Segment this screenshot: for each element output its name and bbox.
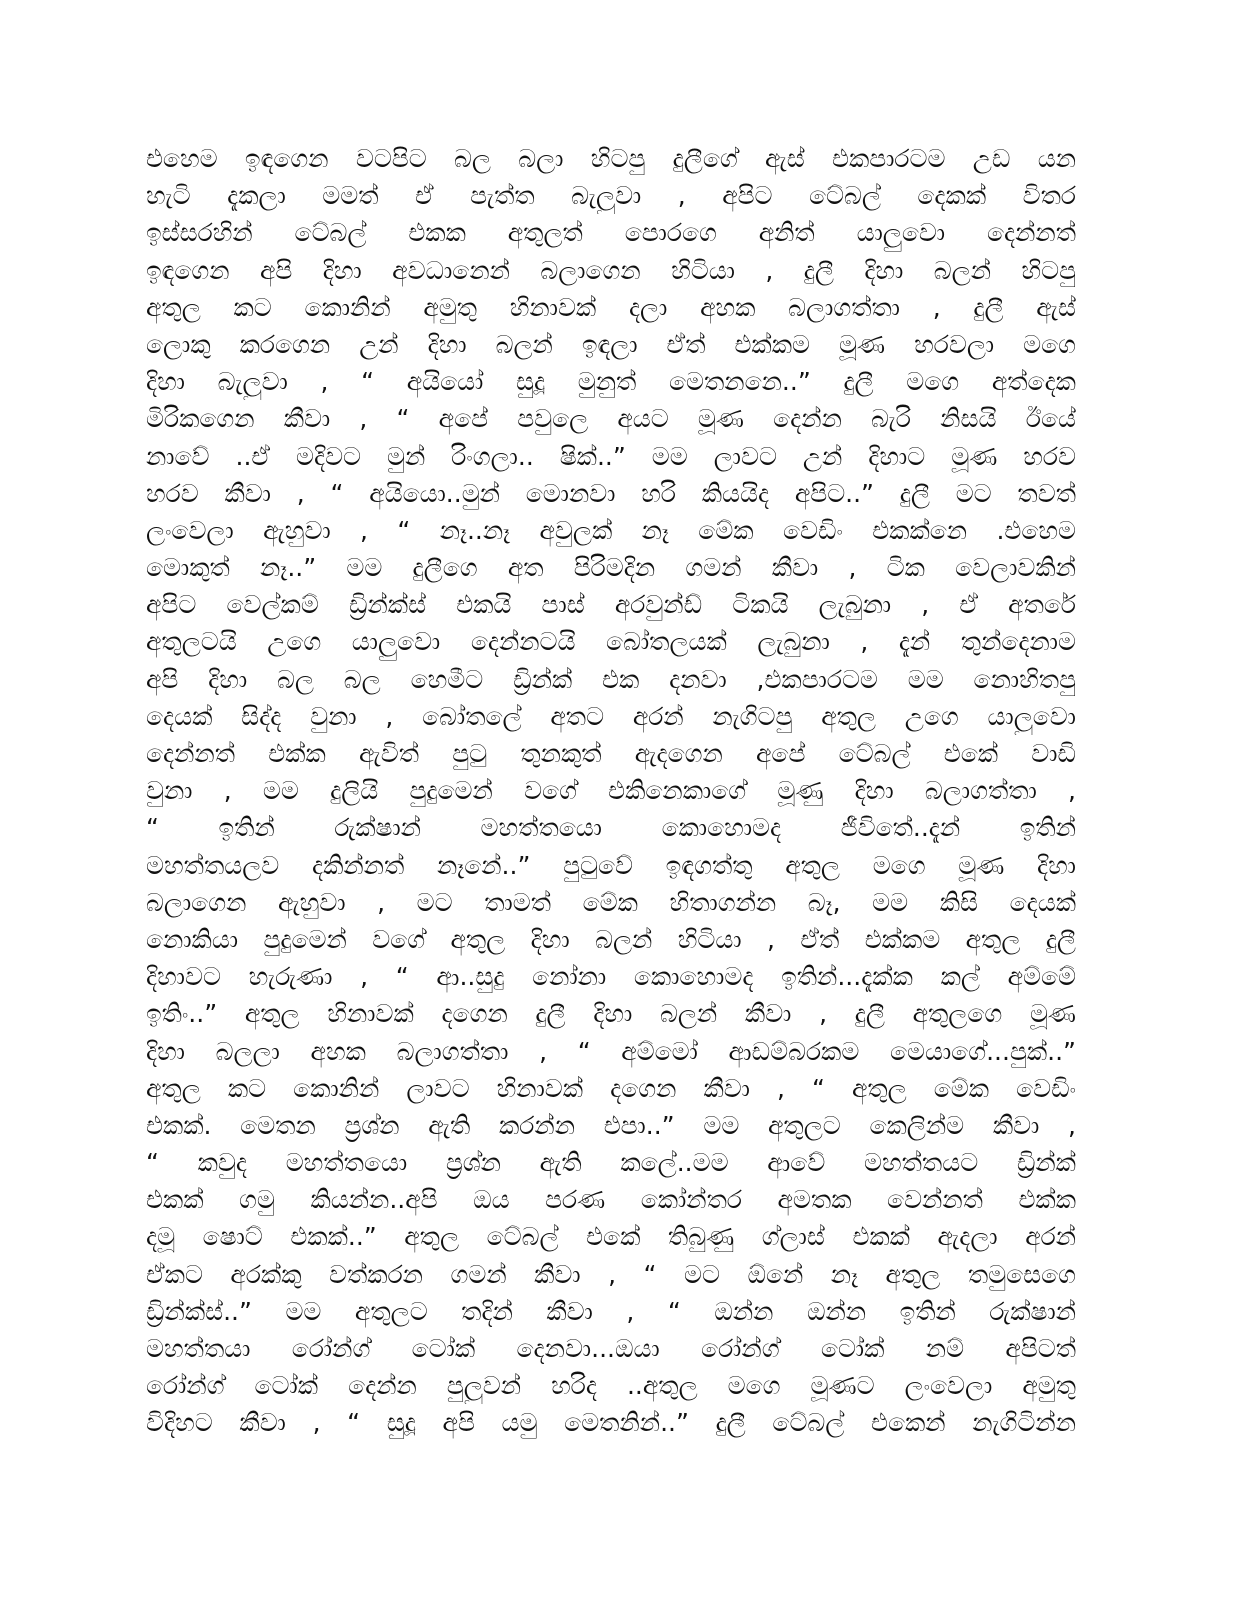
text-line: රෝන්ග් ටෝක් දෙන්න පුලුවන් හරිද ..අතුල මගෙ මූණට ලංවෙලා අමුතු	[146, 1371, 1076, 1401]
text-line: අතුල කට කොනින් ලාවට හිනාවක් දගෙන කීවා , “ අතුල මේක වෙඩිං	[146, 1073, 1076, 1103]
text-line: ඉතිං..” අතුල හිනාවක් දගෙන දුලී දිහා බලන් කීවා , දුලී අතුලගෙ මූණ	[146, 999, 1076, 1029]
text-line: දමූ ෂොට් එකක්..” අතුල ටේබල් එකේ තිබුණු ග්ලාස් එකක් ඇදලා අරන්	[146, 1222, 1076, 1252]
text-line: විදිහට කීවා , “ සුදූ අපි යමු මෙතනින්..” දුලී ටේබල් එකෙන් නැගිටින්න	[146, 1408, 1076, 1438]
text-line: මහත්තයලව දකින්නත් නෑනේ..” පුටුවේ ඉඳගත්තු අතුල මගෙ මූණ දිහා	[146, 850, 1076, 880]
text-line: එකක් ගමු කියන්න..අපි ඔය පරණ කෝන්තර අමතක වෙන්නත් එක්ක	[146, 1185, 1076, 1215]
text-line: ලංවෙලා ඇහුවා , “ නෑ..නෑ අවුලක් නෑ මේක වෙඩිං එකක්නෙ .එහෙම	[146, 515, 1076, 545]
text-line: නාවේ ..ඒ මදිවට මුන් රිංගලා.. ෂික්..” මම ලාවට උන් දිහාට මූණ හරව	[146, 441, 1076, 471]
text-line: දෙන්නත් එක්ක ඇවිත් පුටු තුනකුත් ඇදගෙන අපේ ටේබල් එකේ වාඩි	[146, 739, 1076, 768]
text-line: හැටි දැකලා මමත් ඒ පැත්ත බැලුවා , අපිට ටේබල් දෙකක් විතර	[146, 181, 1076, 211]
text-line: මිරිකගෙන කීවා , “ අපේ පවුලෙ අයට මූණ දෙන්න බැරි නිසයි ඊයේ	[146, 404, 1076, 434]
text-line: නොකියා පුදුමෙන් වගේ අතුල දිහා බලන් හිටියා , ඒත් එක්කම අතුල දුලී	[146, 924, 1076, 954]
text-line: “ කවුද මහත්තයො ප්‍රශ්න ඇති කලේ..මම ආවේ මහත්තයට ඩ්‍රින්ක්	[146, 1148, 1076, 1178]
text-line: ඉඳගෙන අපි දිහා අවධානෙන් බලාගෙන හිටියා , දුලී දිහා බලන් හිටපු	[146, 255, 1076, 285]
text-line: ඒකට අරක්කු වත්කරන ගමන් කීවා , “ මට ඕනේ නෑ අතුල තමුසෙගෙ	[146, 1259, 1076, 1289]
text-line: දෙයක් සිද්ද වුනා , බෝතලේ අතට අරන් නැගිටපු අතුල උගෙ යාලුවො	[146, 701, 1076, 731]
text-line: දිහා බැලුවා , “ අයියෝ සුදූ මුනුත් මෙතනනෙ..” දුලී මගෙ අත්දෙක	[146, 367, 1076, 397]
text-line: ලොකු කරගෙන උන් දිහා බලන් ඉඳලා ඒත් එක්කම මූණ හරවලා මගෙ	[146, 329, 1076, 359]
text-line: ඉස්සරහින් ටේබල් එකක අතුලත් පොරගෙ අනිත් යාලුවො දෙන්නත්	[146, 218, 1076, 248]
text-line: හරව කීවා , “ අයියො..මුන් මොනවා හරි කියයිද අපිට..” දුලී මට තවත්	[146, 478, 1076, 508]
text-line: අතුලටයි උගෙ යාලුවො දෙන්නටයි බෝතලයක් ලැබුනා , දැන් තුන්දෙනාම	[146, 627, 1076, 657]
text-line: අතුල කට කොනින් අමුතු හිනාවක් දලා අහක බලාගත්තා , දුලී ඇස්	[146, 292, 1076, 322]
text-line: මොකුත් නෑ..” මම දුලීගෙ අත පිරිමදින ගමන් කීවා , ටික වෙලාවකින්	[146, 553, 1076, 583]
text-line: එකක්. මෙතන ප්‍රශ්න ඇති කරන්න එපා..” මම අතුලට කෙලින්ම කීවා ,	[146, 1110, 1076, 1140]
text-line: දිහාවට හැරුණා , “ ආ..සුදු නෝනා කොහොමද ඉතින්...දැක්ක කල් අම්මේ	[146, 962, 1076, 992]
text-line: දිහා බලලා අහක බලාගත්තා , “ අම්මෝ ආඩම්බරකම මෙයාගේ...පුක්..”	[146, 1036, 1076, 1066]
text-line: අපිට වෙල්කම් ඩ්‍රින්ක්ස් එකයි පාස් අරවුන්ඩ් ටිකයි ලැබුනා , ඒ අතරේ	[146, 590, 1076, 620]
text-line: මහත්තයා රෝන්ග් ටෝක් දෙනවා...ඔයා රෝන්ග් ටෝක් නම් අපිටත්	[146, 1334, 1076, 1363]
text-line: වුනා , මම දුලියි පුදුමෙන් වගේ එකිනෙකාගේ මූණු දිහා බලාගත්තා ,	[146, 776, 1076, 806]
text-line: “ ඉතින් රුක්ෂාන් මහත්තයො කොහොමද ජීවිතේ..දැන් ඉතින්	[146, 813, 1076, 843]
text-line: බලාගෙන ඇහුවා , මට තාමත් මේක හිතාගන්න බෑ, මම කිසි දෙයක්	[146, 887, 1076, 917]
text-line: අපි දිහා බල බල හෙමීට ඩ්‍රින්ක් එක දනවා ,එකපාරටම මම නොහිතපු	[146, 664, 1076, 694]
story-text-block	[146, 140, 1076, 1442]
text-line: එහෙම ඉඳගෙන වටපිට බල බලා හිටපු දුලීගේ ඇස් එකපාරටම උඩ යන	[146, 144, 1076, 173]
text-line: ඩ්‍රින්ක්ස්..” මම අතුලට තදින් කීවා , “ ඔන්න ඔන්න ඉතින් රුක්ෂාන්	[146, 1296, 1076, 1326]
